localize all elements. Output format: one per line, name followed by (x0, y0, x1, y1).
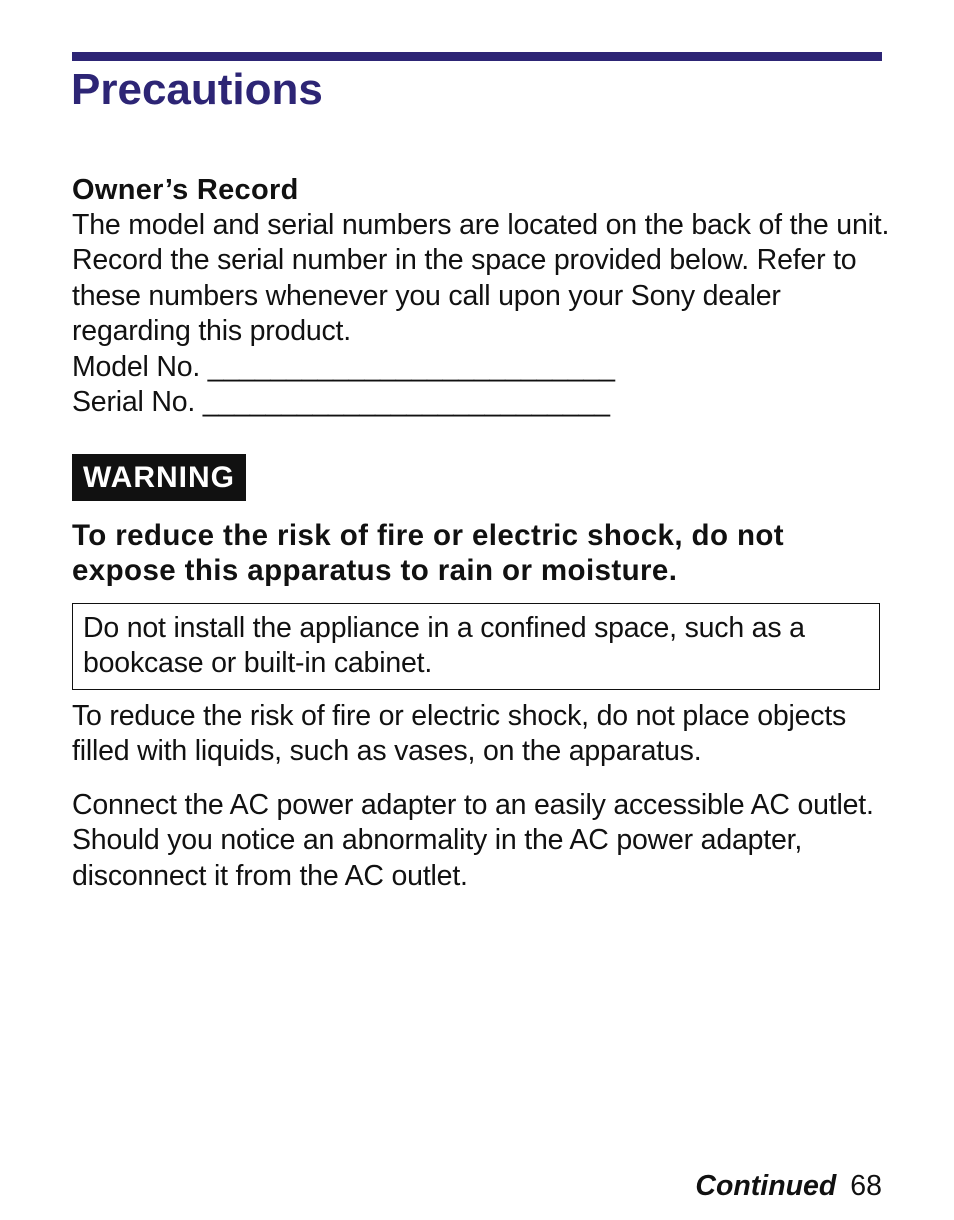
installation-notice-text: Do not install the appliance in a confined space, such as a bookcase or built-in cabinet. (83, 612, 805, 680)
owners-record-section (72, 173, 892, 420)
owners-record-paragraph: The model and serial numbers are located on the back of the unit. Record the serial number in the space provided below. Refer to these numbers whenever you call upon your Sony dealer regarding this product. (72, 209, 890, 348)
model-number-field: Model No. __________________________ (72, 350, 615, 383)
page-footer (695, 1168, 882, 1204)
continued-label: Continued (695, 1170, 837, 1202)
warning-heading: To reduce the risk of fire or electric shock, do not expose this apparatus to rain or moisture. (72, 519, 785, 587)
ac-adapter-paragraph: Connect the AC power adapter to an easily accessible AC outlet. Should you notice an abnormality in the AC power adapter, disconnect it from the AC outlet. (72, 789, 874, 892)
page-title: Precautions (71, 65, 323, 114)
warning-badge: WARNING (72, 454, 246, 501)
liquids-warning-paragraph: To reduce the risk of fire or electric shock, do not place objects filled with liquids, such as vases, on the apparatus. (72, 700, 847, 768)
installation-notice-box (72, 603, 880, 690)
title-rule (72, 52, 882, 61)
serial-number-field: Serial No. __________________________ (72, 386, 610, 419)
page-number: 68 (850, 1170, 882, 1202)
owners-record-heading: Owner’s Record (72, 174, 299, 206)
